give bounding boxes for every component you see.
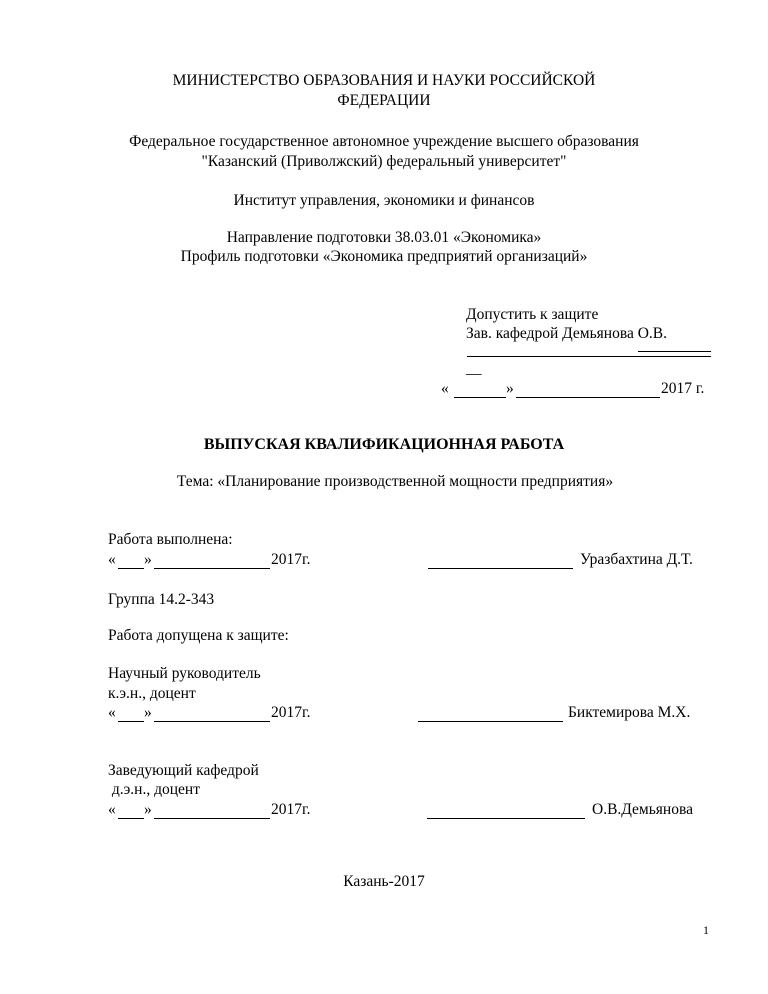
supervisor-role: Научный руководитель xyxy=(108,665,261,682)
direction-line: Направление подготовки 38.03.01 «Экономика» xyxy=(226,229,542,246)
admitted-label: Работа допущена к защите: xyxy=(108,627,289,644)
page-number: 1 xyxy=(703,923,709,937)
institution-line-2: "Казанский (Приволжский) федеральный университет" xyxy=(201,153,567,170)
completed-signature-line xyxy=(428,568,573,569)
department-head-role: Заведующий кафедрой xyxy=(108,762,259,779)
group-number: Группа 14.2-343 xyxy=(108,591,215,608)
department-head-date-open-quote: « xyxy=(108,801,116,818)
supervisor-month-line xyxy=(154,721,270,722)
approval-signature-line-extension xyxy=(638,351,711,352)
department-head-approval: Зав. кафедрой Демьянова О.В. xyxy=(466,325,668,342)
completed-month-line xyxy=(154,568,270,569)
department-head-name: О.В.Демьянова xyxy=(592,801,693,818)
completed-label: Работа выполнена: xyxy=(108,531,233,548)
student-name: Уразбахтина Д.Т. xyxy=(580,551,693,568)
department-head-degree: д.э.н., доцент xyxy=(108,781,200,798)
profile-line: Профиль подготовки «Экономика предприятий организаций» xyxy=(180,248,588,265)
institute-name: Институт управления, экономики и финансов xyxy=(233,192,535,209)
department-head-day-line xyxy=(118,818,144,819)
supervisor-day-line xyxy=(118,721,144,722)
supervisor-name: Биктемирова М.Х. xyxy=(568,704,691,721)
supervisor-signature-line xyxy=(418,721,563,722)
approval-day-line xyxy=(454,397,506,398)
ministry-line-2: ФЕДЕРАЦИИ xyxy=(337,92,431,109)
institution-line-1: Федеральное государственное автономное учреждение высшего образования xyxy=(129,133,639,150)
supervisor-date-close-quote: » xyxy=(144,704,152,721)
approval-month-line xyxy=(516,397,660,398)
department-head-signature-line xyxy=(427,818,585,819)
approval-date-open-quote: « xyxy=(441,380,449,397)
admit-label: Допустить к защите xyxy=(466,306,599,323)
department-head-month-line xyxy=(154,818,270,819)
department-head-date-close-quote: » xyxy=(144,801,152,818)
approval-signature-line xyxy=(467,356,711,357)
supervisor-degree: к.э.н., доцент xyxy=(108,685,196,702)
approval-signature-tail: __ xyxy=(466,360,482,377)
completed-year: 2017г. xyxy=(271,551,311,568)
completed-day-line xyxy=(118,568,144,569)
city-year: Казань-2017 xyxy=(343,873,425,890)
approval-date-close-quote: » xyxy=(506,380,514,397)
supervisor-year: 2017г. xyxy=(271,704,311,721)
supervisor-date-open-quote: « xyxy=(108,704,116,721)
ministry-line-1: МИНИСТЕРСТВО ОБРАЗОВАНИЯ И НАУКИ РОССИЙСКОЙ xyxy=(172,72,596,89)
completed-date-close-quote: » xyxy=(144,551,152,568)
topic-line: Тема: «Планирование производственной мощности предприятия» xyxy=(176,473,614,490)
approval-year: 2017 г. xyxy=(661,380,705,397)
completed-date-open-quote: « xyxy=(108,551,116,568)
department-head-year: 2017г. xyxy=(271,801,311,818)
document-title: ВЫПУСКАЯ КВАЛИФИКАЦИОННАЯ РАБОТА xyxy=(203,436,565,453)
